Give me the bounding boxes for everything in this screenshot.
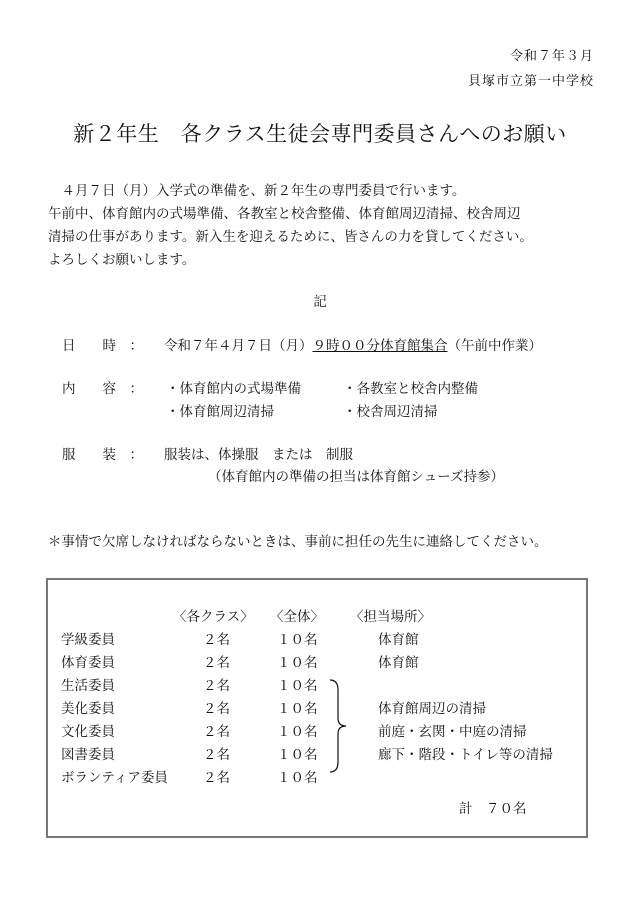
total-count: １０名 <box>277 701 318 717</box>
grand-total: 計 ７０名 <box>459 801 527 817</box>
assigned-place: 廊下・階段・トイレ等の清掃 <box>378 747 553 763</box>
datetime-label: 日 時 ： <box>62 338 143 354</box>
body-paragraph <box>48 180 533 272</box>
body-line: 午前中、体育館内の式場準備、各教室と校舎整備、体育館周辺清掃、校舎周辺 <box>48 206 521 222</box>
total-count: １０名 <box>277 655 318 671</box>
per-class-count: ２名 <box>203 724 230 740</box>
header-per-class: 〈各クラス〉 <box>173 609 254 625</box>
per-class-count: ２名 <box>203 632 230 648</box>
content-item: ・体育館周辺清掃 <box>166 404 274 420</box>
content-item: ・校舎周辺清掃 <box>343 404 438 420</box>
total-count: １０名 <box>277 747 318 763</box>
datetime-value <box>164 334 542 354</box>
total-count: １０名 <box>277 724 318 740</box>
body-line: ４月７日（月）入学式の準備を、新２年生の専門委員で行います。 <box>48 183 466 199</box>
assigned-place: 前庭・玄関・中庭の清掃 <box>378 724 527 740</box>
committee-name: 図書委員 <box>61 747 115 763</box>
body-line: よろしくお願いします。 <box>48 252 196 268</box>
content-label: 内 容 ： <box>62 381 143 397</box>
datetime-date: 令和７年４月７日（月） <box>164 338 313 354</box>
grouping-brace <box>324 676 354 776</box>
header-total: 〈全体〉 <box>270 609 324 625</box>
issue-date: 令和７年３月 <box>509 49 594 64</box>
datetime-meeting: ９時００分体育館集合 <box>312 338 448 354</box>
total-count: １０名 <box>277 770 318 786</box>
attire-note: （体育館内の準備の担当は体育館シューズ持参） <box>208 469 505 485</box>
per-class-count: ２名 <box>203 655 230 671</box>
per-class-count: ２名 <box>203 747 230 763</box>
attire-label: 服 装 ： <box>62 447 143 463</box>
assigned-place: 体育館周辺の清掃 <box>378 701 486 717</box>
body-line: 清掃の仕事があります。新入生を迎えるために、皆さんの力を貸してください。 <box>48 229 533 245</box>
absence-note: ＊事情で欠席しなければならないときは、事前に担任の先生に連絡してください。 <box>48 534 548 550</box>
per-class-count: ２名 <box>203 701 230 717</box>
assigned-place: 体育館 <box>378 632 419 648</box>
committee-name: 美化委員 <box>61 701 115 717</box>
per-class-count: ２名 <box>203 770 230 786</box>
datetime-note: （午前中作業） <box>447 338 542 354</box>
attire-value: 服装は、体操服 または 制服 <box>164 447 353 463</box>
assigned-place: 体育館 <box>378 655 419 671</box>
committee-name: 生活委員 <box>61 678 115 694</box>
committee-name: 文化委員 <box>61 724 115 740</box>
per-class-count: ２名 <box>203 678 230 694</box>
content-item: ・体育館内の式場準備 <box>166 381 301 397</box>
committee-name: ボランティア委員 <box>61 770 168 786</box>
school-name: 貝塚市立第一中学校 <box>467 74 594 89</box>
header-place: 〈担当場所〉 <box>350 609 431 625</box>
page-title: 新２年生 各クラス生徒会専門委員さんへのお願い <box>73 122 567 146</box>
total-count: １０名 <box>277 632 318 648</box>
content-item: ・各教室と校舎内整備 <box>343 381 478 397</box>
committee-name: 体育委員 <box>61 655 115 671</box>
total-count: １０名 <box>277 678 318 694</box>
committee-name: 学級委員 <box>61 632 115 648</box>
ki-heading: 記 <box>313 294 327 310</box>
